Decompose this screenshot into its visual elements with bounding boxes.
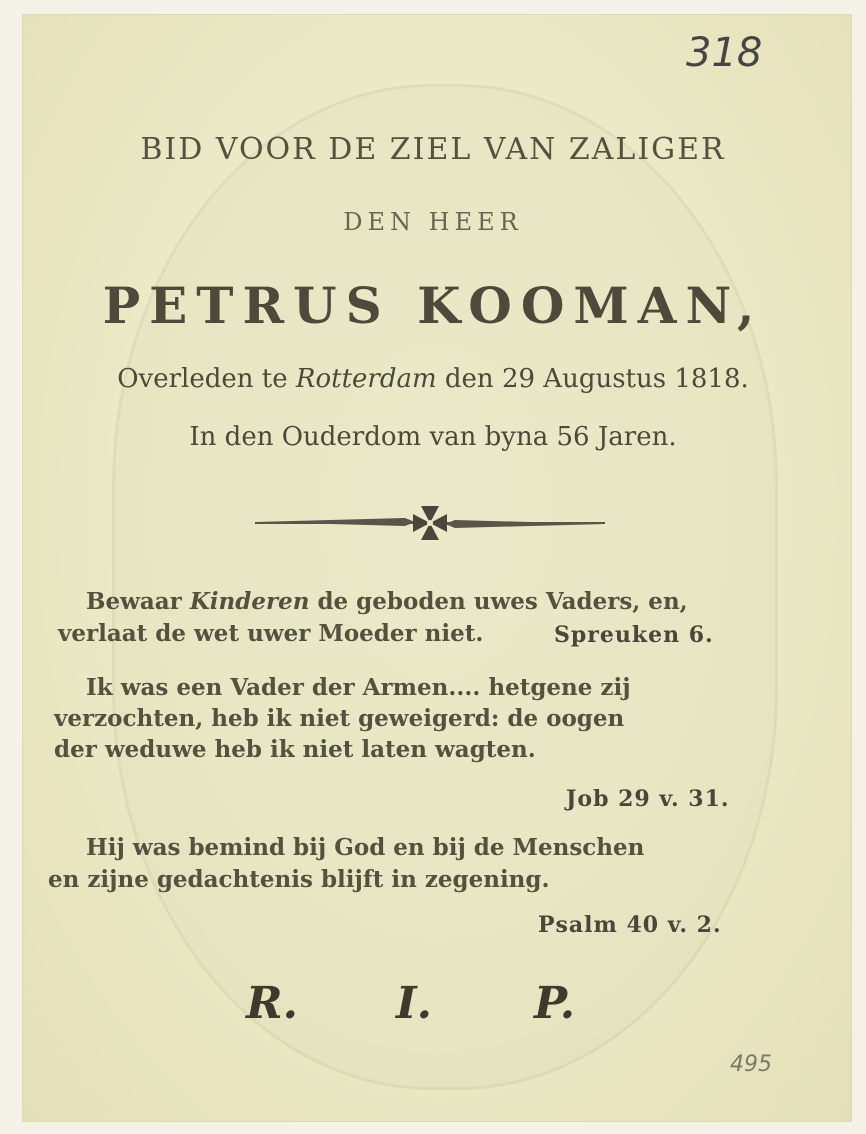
prayer-card xyxy=(22,14,852,1122)
verse3-line2: en zijne gedachtenis blijft in zegening. xyxy=(48,866,550,893)
verse3-line1: Hij was bemind bij God en bij de Menschen xyxy=(86,834,645,861)
death-line xyxy=(0,364,866,394)
rip-p: P. xyxy=(534,978,576,1029)
verse1-line2: verlaat de wet uwer Moeder niet. xyxy=(58,620,484,647)
deceased-name: PETRUS KOOMAN, xyxy=(102,276,764,335)
rip-r: R. xyxy=(246,978,298,1029)
verse3-reference: Psalm 40 v. 2. xyxy=(538,912,722,938)
corner-note: 495 xyxy=(730,1052,772,1077)
verse1-emphasis: Kinderen xyxy=(189,588,310,615)
heading-line1: BID VOOR DE ZIEL VAN ZALIGER xyxy=(140,132,726,167)
rip-i: I. xyxy=(396,978,432,1029)
death-suffix: den 29 Augustus 1818. xyxy=(436,364,749,394)
heading-line2: DEN HEER xyxy=(343,208,523,236)
death-prefix: Overleden te xyxy=(117,364,296,394)
death-place: Rotterdam xyxy=(295,364,437,394)
verse2-reference: Job 29 v. 31. xyxy=(566,786,730,812)
age-line: In den Ouderdom van byna 56 Jaren. xyxy=(189,422,677,452)
cross-ornament-icon xyxy=(255,503,605,543)
verse1-reference: Spreuken 6. xyxy=(554,622,714,648)
verse1-line1: Bewaar Kinderen de geboden uwes Vaders, en, xyxy=(86,588,688,615)
verse2-line2: verzochten, heb ik niet geweigerd: de oogen xyxy=(54,705,625,732)
catalog-number: 318 xyxy=(686,30,763,76)
verse2-line3: der weduwe heb ik niet laten wagten. xyxy=(54,736,536,763)
verse2-line1: Ik was een Vader der Armen.... hetgene zij xyxy=(86,674,631,701)
